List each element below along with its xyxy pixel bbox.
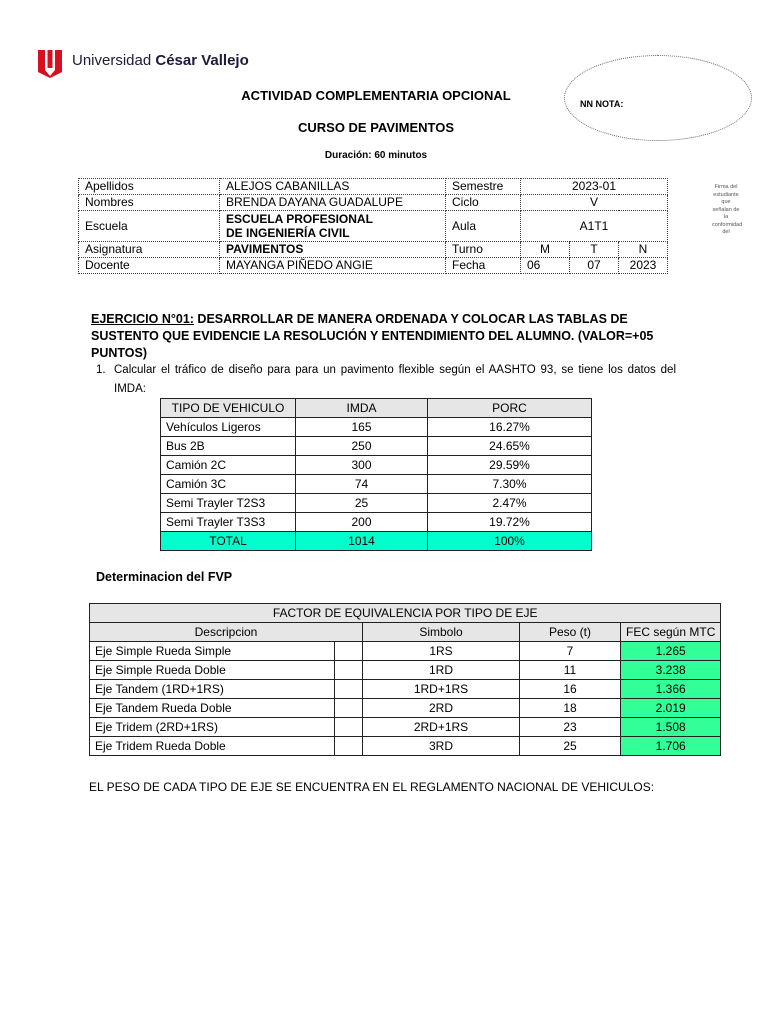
university-logo-icon [38, 50, 62, 78]
cell-empty [335, 718, 363, 737]
asignatura-label: Asignatura [79, 242, 220, 258]
cell: Eje Tridem (2RD+1RS) [90, 718, 335, 737]
cell: Eje Simple Rueda Doble [90, 661, 335, 680]
escuela-value: ESCUELA PROFESIONAL DE INGENIERÍA CIVIL [220, 211, 446, 242]
total-imda: 1014 [296, 532, 428, 551]
info-row-nombres [79, 195, 668, 211]
cell: 1RS [363, 642, 520, 661]
fecha-label: Fecha [446, 258, 521, 274]
turno-m: M [521, 242, 570, 258]
table-row [161, 513, 592, 532]
cell: Semi Trayler T3S3 [161, 513, 296, 532]
ciclo-label: Ciclo [446, 195, 521, 211]
duration-text: Duración: 60 minutos [324, 150, 428, 161]
fecha-day: 06 [521, 258, 570, 274]
header-simbolo: Simbolo [363, 623, 520, 642]
cell-empty [335, 699, 363, 718]
cell: Vehículos Ligeros [161, 418, 296, 437]
signature-note: Firma del estudiante que señalan de la conformidad del [712, 184, 743, 235]
turno-label: Turno [446, 242, 521, 258]
table-row [90, 737, 721, 756]
header-tipo: TIPO DE VEHICULO [161, 399, 296, 418]
question-1 [96, 361, 676, 399]
cell: 18 [520, 699, 621, 718]
aula-label: Aula [446, 211, 521, 242]
cell-empty [335, 642, 363, 661]
cell: 2.019 [621, 699, 721, 718]
table-row [161, 418, 592, 437]
table-header-row [90, 623, 721, 642]
cell-empty [335, 661, 363, 680]
cell: 7.30% [428, 475, 592, 494]
info-row-apellidos [79, 179, 668, 195]
cell: 2.47% [428, 494, 592, 513]
cell: 25 [520, 737, 621, 756]
semestre-label: Semestre [446, 179, 521, 195]
cell: 1.508 [621, 718, 721, 737]
cell: Bus 2B [161, 437, 296, 456]
cell: 1RD [363, 661, 520, 680]
student-info-table [78, 178, 668, 274]
cell: 3RD [363, 737, 520, 756]
grade-label: NN NOTA: [580, 99, 624, 109]
cell: 2RD [363, 699, 520, 718]
ciclo-value: V [521, 195, 668, 211]
turno-t: T [570, 242, 619, 258]
cell: 19.72% [428, 513, 592, 532]
header-imda: IMDA [296, 399, 428, 418]
question-number: 1. [96, 364, 106, 376]
fecha-year: 2023 [619, 258, 668, 274]
turno-n: N [619, 242, 668, 258]
header-descripcion: Descripcion [90, 623, 363, 642]
fecha-month: 07 [570, 258, 619, 274]
table-row [161, 456, 592, 475]
cell: Eje Tridem Rueda Doble [90, 737, 335, 756]
cell: 1.706 [621, 737, 721, 756]
cell: 1.366 [621, 680, 721, 699]
aula-value: A1T1 [521, 211, 668, 242]
nombres-label: Nombres [79, 195, 220, 211]
exercise-heading: EJERCICIO N°01: DESARROLLAR DE MANERA ORDENADA Y COLOCAR LAS TABLAS DE SUSTENTO QUE EVIDENCIE LA RESOLUCIÓN Y ENTENDIMIENTO DEL ALUMNO. (VALOR=+05 PUNTOS) [91, 312, 654, 360]
university-name: Universidad César Vallejo [72, 52, 249, 69]
cell: 11 [520, 661, 621, 680]
docente-value: MAYANGA PIÑEDO ANGIE [220, 258, 446, 274]
asignatura-value: PAVIMENTOS [220, 242, 446, 258]
cell: 23 [520, 718, 621, 737]
table-row [161, 437, 592, 456]
cell: Camión 3C [161, 475, 296, 494]
cell: 16.27% [428, 418, 592, 437]
cell: Eje Tandem (1RD+1RS) [90, 680, 335, 699]
cell-empty [335, 737, 363, 756]
cell: 25 [296, 494, 428, 513]
total-porc: 100% [428, 532, 592, 551]
total-row [161, 532, 592, 551]
course-title: CURSO DE PAVIMENTOS [297, 120, 455, 135]
cell: 24.65% [428, 437, 592, 456]
table-row [90, 718, 721, 737]
activity-title: ACTIVIDAD COMPLEMENTARIA OPCIONAL [241, 88, 511, 103]
apellidos-label: Apellidos [79, 179, 220, 195]
table-row [90, 661, 721, 680]
cell: Camión 2C [161, 456, 296, 475]
table-row [161, 475, 592, 494]
table-title-row [90, 604, 721, 623]
cell-empty [335, 680, 363, 699]
total-label: TOTAL [161, 532, 296, 551]
cell: Semi Trayler T2S3 [161, 494, 296, 513]
docente-label: Docente [79, 258, 220, 274]
cell: 1RD+1RS [363, 680, 520, 699]
fvp-section-title: Determinacion del FVP [96, 570, 233, 584]
info-row-asignatura [79, 242, 668, 258]
nombres-value: BRENDA DAYANA GUADALUPE [220, 195, 446, 211]
header-fec: FEC según MTC [621, 623, 721, 642]
vehicle-imda-table [160, 398, 592, 551]
cell: Eje Tandem Rueda Doble [90, 699, 335, 718]
table-row [90, 642, 721, 661]
cell: Eje Simple Rueda Simple [90, 642, 335, 661]
table-row [90, 680, 721, 699]
table-title: FACTOR DE EQUIVALENCIA POR TIPO DE EJE [90, 604, 721, 623]
cell: 2RD+1RS [363, 718, 520, 737]
escuela-label: Escuela [79, 211, 220, 242]
question-text: Calcular el tráfico de diseño para para un pavimento flexible según el AASHTO 93, se tiene los datos del IMDA: [114, 364, 676, 395]
cell: 74 [296, 475, 428, 494]
info-row-escuela [79, 211, 668, 242]
cell: 16 [520, 680, 621, 699]
cell: 7 [520, 642, 621, 661]
cell: 29.59% [428, 456, 592, 475]
cell: 165 [296, 418, 428, 437]
cell: 1.265 [621, 642, 721, 661]
cell: 200 [296, 513, 428, 532]
table-row [161, 494, 592, 513]
table-header-row [161, 399, 592, 418]
semestre-value: 2023-01 [521, 179, 668, 195]
header-peso: Peso (t) [520, 623, 621, 642]
axle-equivalence-table [89, 603, 721, 756]
info-row-docente [79, 258, 668, 274]
header-porc: PORC [428, 399, 592, 418]
table-row [90, 699, 721, 718]
apellidos-value: ALEJOS CABANILLAS [220, 179, 446, 195]
cell: 300 [296, 456, 428, 475]
cell: 250 [296, 437, 428, 456]
footer-note: EL PESO DE CADA TIPO DE EJE SE ENCUENTRA EN EL REGLAMENTO NACIONAL DE VEHICULOS: [89, 780, 655, 794]
cell: 3.238 [621, 661, 721, 680]
